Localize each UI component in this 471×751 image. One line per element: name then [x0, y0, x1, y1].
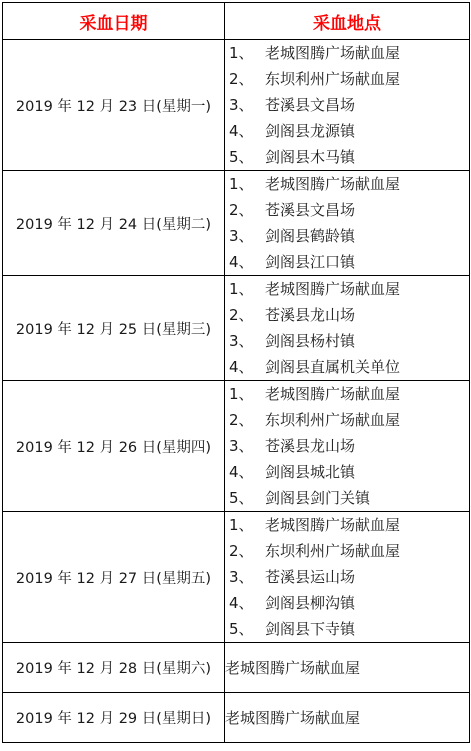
location-name: 老城图腾广场献血屋: [225, 643, 470, 693]
collection-date: 2019 年 12 月 23 日(星期一): [3, 40, 225, 171]
list-item-number: 4、: [229, 463, 254, 481]
header-date: 采血日期: [3, 3, 225, 40]
location-name: 老城图腾广场献血屋: [265, 385, 401, 403]
location-name: 老城图腾广场献血屋: [265, 44, 401, 62]
list-item: [225, 590, 469, 616]
collection-date: 2019 年 12 月 29 日(星期日): [3, 693, 225, 743]
list-item: [225, 249, 469, 275]
location-list: [225, 512, 470, 643]
location-name: 老城图腾广场献血屋: [265, 280, 401, 298]
list-item-number: 4、: [229, 594, 254, 612]
list-item-number: 2、: [229, 542, 254, 560]
location-name: 苍溪县运山场: [265, 568, 356, 586]
location-name: 剑阁县木马镇: [265, 148, 356, 166]
table-row: [3, 171, 470, 276]
table-row: [3, 276, 470, 381]
list-item: [225, 118, 469, 144]
list-item-number: 1、: [229, 44, 254, 62]
location-name: 老城图腾广场献血屋: [265, 175, 401, 193]
list-item: [225, 512, 469, 538]
list-item: [225, 66, 469, 92]
collection-date: 2019 年 12 月 28 日(星期六): [3, 643, 225, 693]
header-row: [3, 3, 470, 40]
list-item-number: 3、: [229, 96, 254, 114]
location-name: 东坝利州广场献血屋: [265, 411, 401, 429]
table-row: [3, 512, 470, 643]
list-item: [225, 197, 469, 223]
table-row: [3, 643, 470, 693]
collection-date: 2019 年 12 月 25 日(星期三): [3, 276, 225, 381]
location-name: 苍溪县文昌场: [265, 201, 356, 219]
collection-date: 2019 年 12 月 26 日(星期四): [3, 381, 225, 512]
table-row: [3, 40, 470, 171]
location-name: 剑阁县杨村镇: [265, 332, 356, 350]
list-item-number: 1、: [229, 385, 254, 403]
list-item-number: 3、: [229, 332, 254, 350]
list-item: [225, 354, 469, 380]
location-name: 剑阁县剑门关镇: [265, 489, 371, 507]
location-list: [225, 40, 470, 171]
list-item-number: 2、: [229, 201, 254, 219]
list-item: [225, 302, 469, 328]
location-name: 剑阁县鹤龄镇: [265, 227, 356, 245]
list-item-number: 2、: [229, 306, 254, 324]
list-item: [225, 92, 469, 118]
list-item: [225, 564, 469, 590]
location-name: 苍溪县文昌场: [265, 96, 356, 114]
list-item-number: 1、: [229, 175, 254, 193]
table-row: [3, 381, 470, 512]
schedule-body: [3, 40, 470, 743]
location-name: 老城图腾广场献血屋: [265, 516, 401, 534]
location-name: 老城图腾广场献血屋: [225, 693, 470, 743]
list-item: [225, 171, 469, 197]
location-name: 剑阁县龙源镇: [265, 122, 356, 140]
list-item: [225, 223, 469, 249]
list-item-number: 5、: [229, 489, 254, 507]
location-name: 剑阁县下寺镇: [265, 620, 356, 638]
list-item: [225, 144, 469, 170]
location-list: [225, 276, 470, 381]
collection-date: 2019 年 12 月 24 日(星期二): [3, 171, 225, 276]
list-item: [225, 459, 469, 485]
list-item: [225, 433, 469, 459]
list-item: [225, 276, 469, 302]
list-item-number: 3、: [229, 227, 254, 245]
list-item-number: 2、: [229, 411, 254, 429]
list-item: [225, 381, 469, 407]
list-item-number: 3、: [229, 568, 254, 586]
location-name: 剑阁县柳沟镇: [265, 594, 356, 612]
list-item-number: 4、: [229, 122, 254, 140]
list-item: [225, 40, 469, 66]
collection-date: 2019 年 12 月 27 日(星期五): [3, 512, 225, 643]
blood-collection-schedule-table: [2, 2, 470, 743]
list-item-number: 1、: [229, 280, 254, 298]
table-row: [3, 693, 470, 743]
location-name: 剑阁县直属机关单位: [265, 358, 401, 376]
list-item-number: 5、: [229, 620, 254, 638]
location-name: 剑阁县江口镇: [265, 253, 356, 271]
list-item-number: 5、: [229, 148, 254, 166]
location-list: [225, 381, 470, 512]
list-item-number: 2、: [229, 70, 254, 88]
list-item: [225, 485, 469, 511]
list-item: [225, 538, 469, 564]
location-name: 东坝利州广场献血屋: [265, 542, 401, 560]
location-name: 东坝利州广场献血屋: [265, 70, 401, 88]
list-item-number: 4、: [229, 253, 254, 271]
location-name: 剑阁县城北镇: [265, 463, 356, 481]
list-item: [225, 407, 469, 433]
list-item: [225, 616, 469, 642]
header-location: 采血地点: [225, 3, 470, 40]
location-list: [225, 171, 470, 276]
list-item-number: 4、: [229, 358, 254, 376]
list-item-number: 3、: [229, 437, 254, 455]
list-item-number: 1、: [229, 516, 254, 534]
location-name: 苍溪县龙山场: [265, 306, 356, 324]
list-item: [225, 328, 469, 354]
location-name: 苍溪县龙山场: [265, 437, 356, 455]
